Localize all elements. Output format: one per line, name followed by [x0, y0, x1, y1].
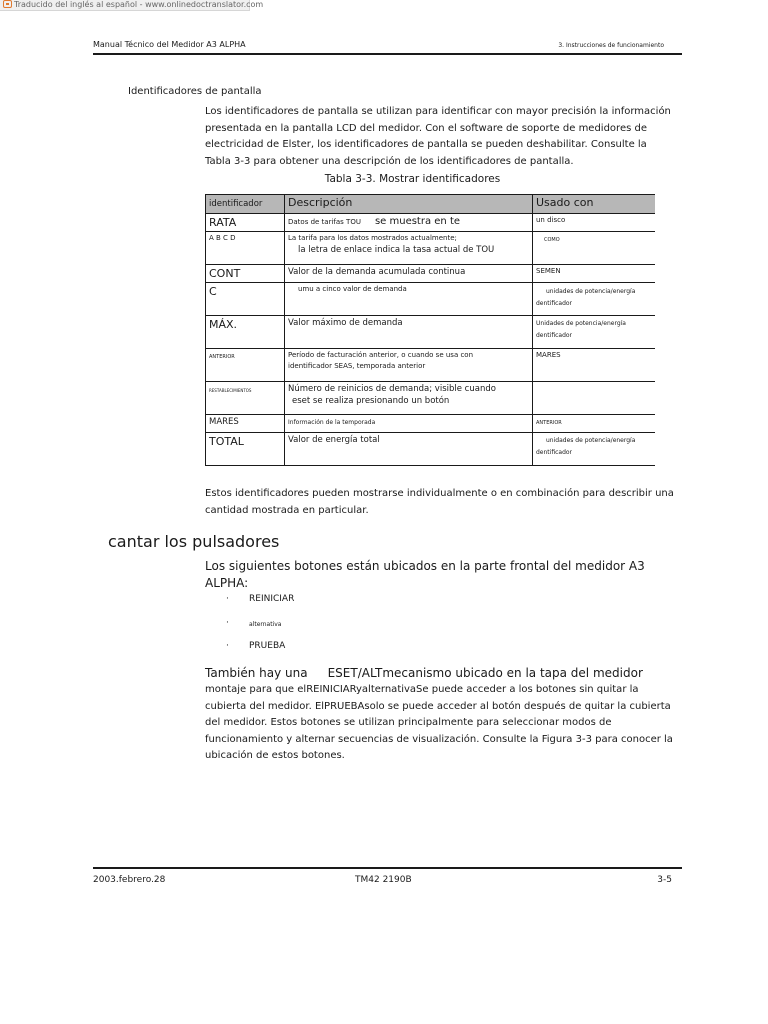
cell-used-with-line: dentificador	[536, 300, 573, 307]
cell-identifier: CONT	[206, 265, 285, 283]
cell-used-with: un disco	[533, 214, 655, 232]
cell-description: Valor de la demanda acumulada continua	[285, 265, 533, 283]
cell-used-with-line: unidades de potencia/energía	[546, 288, 636, 295]
buttons-list	[226, 594, 294, 665]
cell-used-with-line: dentificador	[536, 332, 573, 339]
table-row	[206, 349, 655, 382]
footer-page-number: 3-5	[657, 875, 672, 885]
cell-description	[285, 382, 533, 415]
translator-banner-text: Traducido del inglés al español - www.onlinedoctranslator.com	[14, 0, 264, 9]
cell-description	[285, 283, 533, 316]
cell-used-with: SEMEN	[533, 265, 655, 283]
footer-date: 2003.febrero.28	[93, 875, 166, 885]
cell-description-line: eset se realiza presionando un botón	[292, 396, 450, 406]
cell-identifier: A B C D	[206, 232, 285, 265]
cell-identifier: TOTAL	[206, 433, 285, 466]
cell-description	[285, 214, 533, 232]
list-item: · REINICIAR	[226, 594, 294, 618]
closing-paragraph	[205, 664, 675, 765]
cell-description-line: La tarifa para los datos mostrados actualmente;	[288, 234, 457, 242]
cell-identifier: MARES	[206, 415, 285, 433]
cell-description: Valor de energía total	[285, 433, 533, 466]
subheading: Identificadores de pantalla	[128, 86, 262, 97]
translator-icon	[3, 0, 12, 8]
cell-used-with-line: unidades de potencia/energía	[546, 437, 636, 444]
list-item: · PRUEBA	[226, 641, 294, 665]
translator-banner[interactable]	[0, 0, 264, 11]
table-row	[206, 232, 655, 265]
cell-description-line: Período de facturación anterior, o cuando se usa con	[288, 351, 474, 359]
cell-used-with: MARES	[533, 349, 655, 382]
closing-body: montaje para que elREINICIARyalternativaSe puede acceder a los botones sin quitar la cubierta del medidor. ElPRUEBAsolo se puede acceder al botón después de quitar la cubierta del medidor. Estos botones se utilizan principalmente para seleccionar modos de funcionamiento y alternar secuencias de visualización. Consulte la Figura 3-3 para conocer la ubicación de estos botones.	[205, 684, 673, 761]
header-used-with: Usado con	[533, 195, 655, 214]
running-header-title: Manual Técnico del Medidor A3 ALPHA	[93, 40, 246, 49]
cell-used-with	[533, 433, 655, 466]
table-row	[206, 283, 655, 316]
cell-description-line: umu a cinco valor de demanda	[298, 285, 407, 293]
cell-description	[285, 232, 533, 265]
list-item: · alternativa	[226, 618, 294, 642]
table-row	[206, 265, 655, 283]
footer-doc-number: TM42 2190B	[355, 875, 412, 885]
cell-used-with: ANTERIOR	[533, 415, 655, 433]
table-caption: Tabla 3-3. Mostrar identificadores	[324, 173, 501, 185]
cell-description-line: Número de reinicios de demanda; visible cuando	[288, 384, 496, 394]
cell-description-line: se muestra en te	[374, 216, 461, 227]
display-identifiers-table	[205, 194, 655, 466]
header-rule	[93, 53, 682, 55]
cell-description-line: Datos de tarifas TOU	[288, 218, 361, 226]
after-table-paragraph: Estos identificadores pueden mostrarse individualmente o en combinación para describir una cantidad mostrada en particular.	[205, 488, 674, 516]
cell-used-with	[533, 283, 655, 316]
cell-description	[285, 349, 533, 382]
intro-paragraph: Los identificadores de pantalla se utilizan para identificar con mayor precisión la información presentada en la pantalla LCD del medidor. Con el software de soporte de medidores de electricidad de Elster, los identificadores de pantalla se pueden deshabilitar. Consulte la Tabla 3-3 para obtener una descripción de los identificadores de pantalla.	[205, 106, 671, 167]
cell-used-with	[533, 316, 655, 349]
table-header-row	[206, 195, 655, 214]
table-row	[206, 433, 655, 466]
cell-description: Valor máximo de demanda	[285, 316, 533, 349]
table-row	[206, 415, 655, 433]
cell-identifier: C	[206, 283, 285, 316]
cell-description-line: identificador SEAS, temporada anterior	[288, 362, 426, 370]
header-description: Descripción	[285, 195, 533, 214]
cell-used-with: COMO	[533, 232, 655, 265]
cell-used-with-line: dentificador	[536, 449, 573, 456]
cell-description: Información de la temporada	[285, 415, 533, 433]
cell-description-line: la letra de enlace indica la tasa actual de TOU	[298, 245, 495, 255]
footer-rule	[93, 867, 682, 869]
closing-lead	[205, 664, 675, 682]
closing-lead-a: También hay una	[205, 666, 308, 680]
closing-lead-b: ESET/ALTmecanismo ubicado en la tapa del medidor	[327, 666, 643, 680]
cell-used-with	[533, 382, 655, 415]
cell-identifier: ANTERIOR	[206, 349, 285, 382]
section-intro: Los siguientes botones están ubicados en la parte frontal del medidor A3 ALPHA:	[205, 559, 645, 590]
running-header-section: 3. Instrucciones de funcionamiento	[558, 42, 664, 49]
cell-identifier: RESTABLECIMIENTOS	[206, 382, 285, 415]
table-row	[206, 214, 655, 232]
header-identifier: identificador	[206, 195, 285, 214]
table-row	[206, 316, 655, 349]
cell-identifier: RATA	[206, 214, 285, 232]
cell-identifier: MÁX.	[206, 316, 285, 349]
cell-used-with-line: Unidades de potencia/energía	[536, 320, 626, 327]
table-row	[206, 382, 655, 415]
section-title: cantar los pulsadores	[108, 532, 280, 551]
